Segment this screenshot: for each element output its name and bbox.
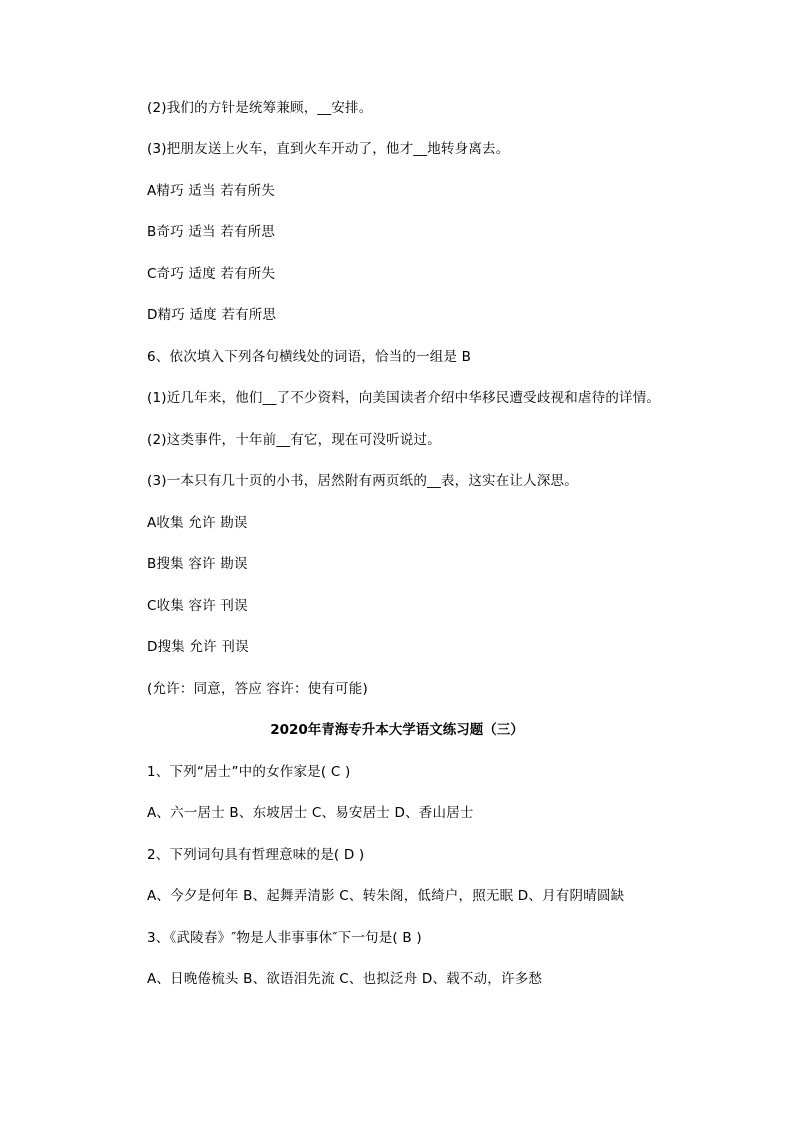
text-line: (1)近几年来，他们__了不少资料，向美国读者介绍中华移民遭受歧视和虐待的详情。 [147,390,661,406]
text-line: (3)一本只有几十页的小书，居然附有两页纸的__表，这实在让人深思。 [147,473,578,489]
text-line: 6、依次填入下列各句横线处的词语，恰当的一组是 B [147,349,472,365]
text-line: (3)把朋友送上火车，直到火车开动了，他才__地转身离去。 [147,141,510,157]
text-line: C收集 容许 刊误 [147,598,248,614]
text-line: B搜集 容许 勘误 [147,556,248,572]
text-line: (允许：同意，答应 容许：使有可能) [147,681,368,697]
text-line: 3、《武陵春》″物是人非事事休″下一句是( B ) [147,930,422,946]
text-line: (2)我们的方针是统筹兼顾，__安排。 [147,100,373,116]
text-line: B奇巧 适当 若有所思 [147,224,276,240]
text-line: 2、下列词句具有哲理意味的是( D ) [147,847,365,863]
text-line: D精巧 适度 若有所思 [147,307,277,323]
text-line: (2)这类事件，十年前__有它，现在可没听说过。 [147,432,441,448]
text-line: C奇巧 适度 若有所失 [147,266,276,282]
text-line: A、六一居士 B、东坡居士 C、易安居士 D、香山居士 [147,805,474,821]
text-line: A收集 允许 勘误 [147,515,248,531]
text-line: A精巧 适当 若有所失 [147,183,276,199]
text-line: A、今夕是何年 B、起舞弄清影 C、转朱阁，低绮户，照无眠 D、月有阴晴圆缺 [147,888,625,904]
text-line: D搜集 允许 刊误 [147,639,249,655]
section-title: 2020年青海专升本大学语文练习题（三） [270,722,524,738]
text-line: A、日晚倦梳头 B、欲语泪先流 C、也拟泛舟 D、载不动，许多愁 [147,971,543,987]
text-line: 1、下列“居士”中的女作家是( C ) [147,764,351,780]
